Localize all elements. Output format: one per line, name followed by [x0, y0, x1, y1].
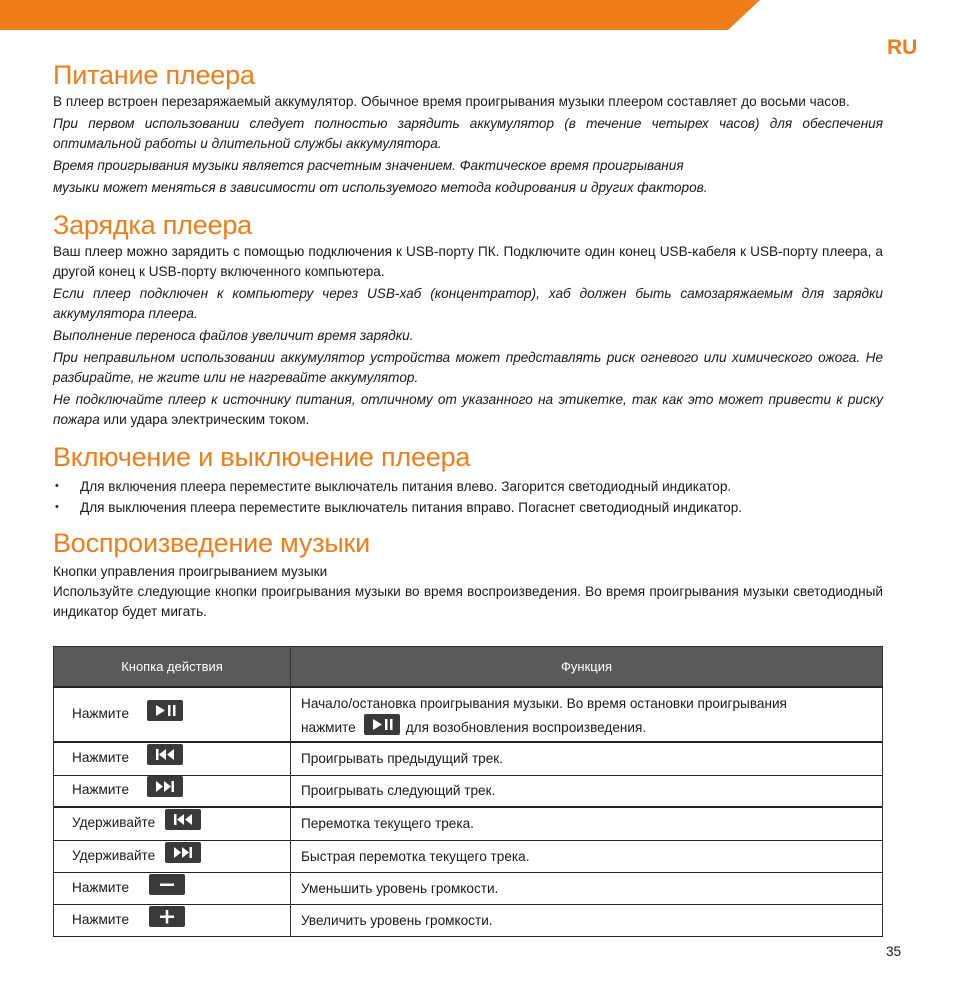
bullet-icon: •	[55, 501, 59, 513]
header-function: Функция	[291, 647, 883, 688]
page-number: 35	[886, 944, 902, 959]
table-row	[54, 904, 883, 936]
table-row	[54, 807, 883, 840]
previous-track-icon	[147, 744, 183, 765]
action-cell	[54, 775, 291, 807]
volume-down-icon	[149, 874, 185, 895]
charging-paragraph-1: Ваш плеер можно зарядить с помощью подключения к USB-порту ПК. Подключите один конец USB-кабеля к USB-порту плеера, а другой конец к USB-порту включенного компьютера.	[53, 244, 883, 279]
function-cell: Быстрая перемотка текущего трека.	[291, 840, 883, 872]
table-row	[54, 840, 883, 872]
table-row	[54, 775, 883, 807]
function-cell	[291, 687, 883, 742]
section-title-charging: Зарядка плеера	[53, 210, 252, 240]
list-item	[53, 497, 883, 518]
function-text-inline: нажмите	[301, 719, 356, 735]
action-cell	[54, 742, 291, 775]
action-label: Удерживайте	[72, 815, 156, 831]
play-pause-icon	[147, 700, 183, 721]
action-label: Нажмите	[72, 879, 130, 895]
function-cell: Уменьшить уровень громкости.	[291, 872, 883, 904]
power-paragraph-2: При первом использовании следует полностью зарядить аккумулятор (в течение четырех часов) для обеспечения оптимальной работы и длительной службы аккумулятора.	[53, 116, 883, 151]
charging-warning-normal: или удара электрическим током.	[99, 412, 310, 427]
action-label: Удерживайте	[72, 847, 156, 863]
action-label: Нажмите	[72, 782, 130, 798]
list-item	[53, 476, 883, 497]
bullet-icon: •	[55, 480, 59, 492]
function-cell: Проигрывать предыдущий трек.	[291, 742, 883, 775]
action-label: Нажмите	[72, 706, 130, 722]
previous-track-icon	[165, 809, 201, 830]
manual-content	[53, 58, 883, 622]
action-cell	[54, 687, 291, 742]
power-paragraph-3a: Время проигрывания музыки является расчетным значением. Фактическое время проигрывания	[53, 158, 684, 173]
power-paragraph-3b: музыки может меняться в зависимости от используемого метода кодирования и других факторов.	[53, 180, 708, 195]
top-orange-banner	[0, 0, 954, 30]
playback-paragraph-1: Кнопки управления проигрыванием музыки	[53, 564, 328, 579]
action-cell	[54, 840, 291, 872]
controls-table	[53, 646, 883, 937]
function-cell: Увеличить уровень громкости.	[291, 904, 883, 936]
next-track-icon	[165, 842, 201, 863]
function-cell: Перемотка текущего трека.	[291, 807, 883, 840]
action-cell	[54, 904, 291, 936]
action-label: Нажмите	[72, 750, 130, 766]
next-track-icon	[147, 776, 183, 797]
onoff-list	[53, 476, 883, 518]
action-label: Нажмите	[72, 911, 130, 927]
play-pause-icon	[364, 714, 400, 735]
section-title-playback: Воспроизведение музыки	[53, 528, 371, 558]
charging-paragraph-4: При неправильном использовании аккумулятор устройства может представлять риск огневого или химического ожога. Не разбирайте, не жгите или не нагревайте аккумулятор.	[53, 350, 883, 385]
action-cell	[54, 807, 291, 840]
function-text: Начало/остановка проигрывания музыки. Во время остановки проигрывания	[301, 695, 787, 711]
power-paragraph-1: В плеер встроен перезаряжаемый аккумулятор. Обычное время проигрывания музыки плеером составляет до восьми часов.	[53, 94, 850, 109]
charging-paragraph-3: Выполнение переноса файлов увеличит время зарядки.	[53, 328, 414, 343]
function-cell: Проигрывать следующий трек.	[291, 775, 883, 807]
table-header-row	[54, 647, 883, 688]
table-row	[54, 872, 883, 904]
charging-warning-italic: Не подключайте плеер к источнику питания, отличному от указанного на этикетке, так как это может привести к риску пожара	[53, 392, 883, 427]
language-badge: RU	[887, 36, 918, 59]
list-item-text: Для включения плеера переместите выключатель питания влево. Загорится светодиодный индикатор.	[80, 479, 732, 494]
header-action: Кнопка действия	[54, 647, 291, 688]
playback-paragraph-2: Используйте следующие кнопки проигрывания музыки во время воспроизведения. Во время проигрывания музыки светодиодный индикатор будет мигать.	[53, 584, 883, 619]
charging-paragraph-5	[53, 390, 883, 430]
charging-paragraph-2: Если плеер подключен к компьютеру через USB-хаб (концентратор), хаб должен быть самозаряжаемым для зарядки аккумулятора плеера.	[53, 286, 883, 321]
action-cell	[54, 872, 291, 904]
list-item-text: Для выключения плеера переместите выключатель питания вправо. Погаснет светодиодный индикатор.	[80, 500, 743, 515]
table-row	[54, 742, 883, 775]
volume-up-icon	[149, 906, 185, 927]
function-text-tail: для возобновления воспроизведения.	[405, 719, 647, 735]
table-row	[54, 687, 883, 742]
section-title-onoff: Включение и выключение плеера	[53, 442, 471, 472]
section-title-power: Питание плеера	[53, 60, 255, 90]
